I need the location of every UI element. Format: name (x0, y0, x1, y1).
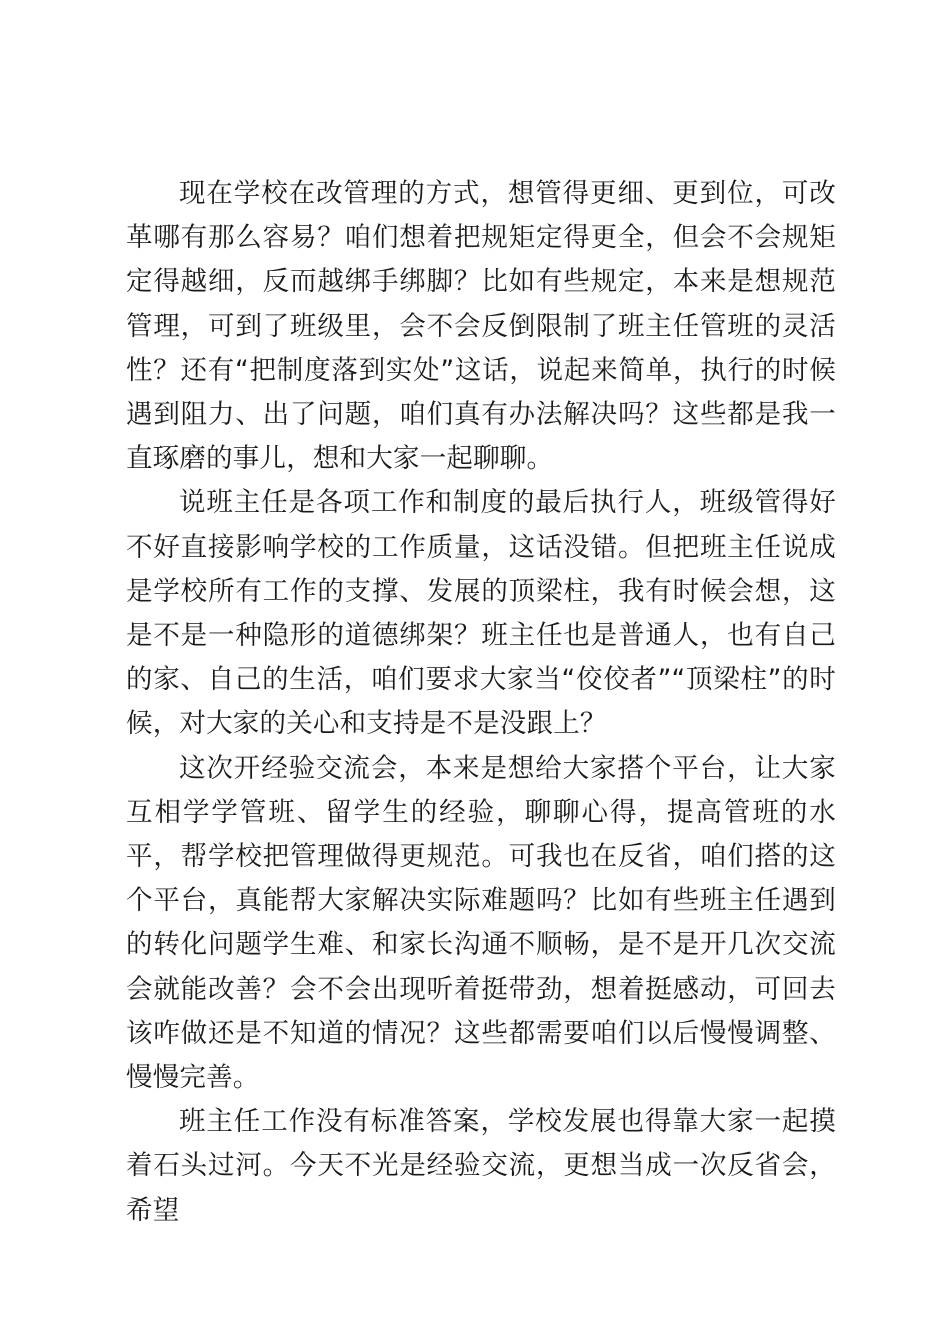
paragraph-4: 班主任工作没有标准答案，学校发展也得靠大家一起摸着石头过河。今天不光是经验交流，更想当成一次反省会，希望 (126, 1106, 836, 1226)
paragraph-2: 说班主任是各项工作和制度的最后执行人，班级管得好不好直接影响学校的工作质量，这话没错。但把班主任说成是学校所有工作的支撑、发展的顶梁柱，我有时候会想，这是不是一种隐形的道德绑架？班主任也是普通人，也有自己的家、自己的生活，咱们要求大家当“佼佼者”“顶梁柱”的时候，对大家的关心和支持是不是没跟上？ (126, 487, 836, 740)
paragraph-1: 现在学校在改管理的方式，想管得更细、更到位，可改革哪有那么容易？咱们想着把规矩定得更全，但会不会规矩定得越细，反而越绑手绑脚？比如有些规定，本来是想规范管理，可到了班级里，会不会反倒限制了班主任管班的灵活性？还有“把制度落到实处”这话，说起来简单，执行的时候遇到阻力、出了问题，咱们真有办法解决吗？这些都是我一直琢磨的事儿，想和大家一起聊聊。 (126, 178, 836, 475)
paragraph-3: 这次开经验交流会，本来是想给大家搭个平台，让大家互相学学管班、留学生的经验，聊聊心得，提高管班的水平，帮学校把管理做得更规范。可我也在反省，咱们搭的这个平台，真能帮大家解决实际难题吗？比如有些班主任遇到的转化问题学生难、和家长沟通不顺畅，是不是开几次交流会就能改善？会不会出现听着挺带劲，想着挺感动，可回去该咋做还是不知道的情况？这些都需要咱们以后慢慢调整、慢慢完善。 (126, 752, 836, 1094)
document-body (126, 172, 836, 1233)
